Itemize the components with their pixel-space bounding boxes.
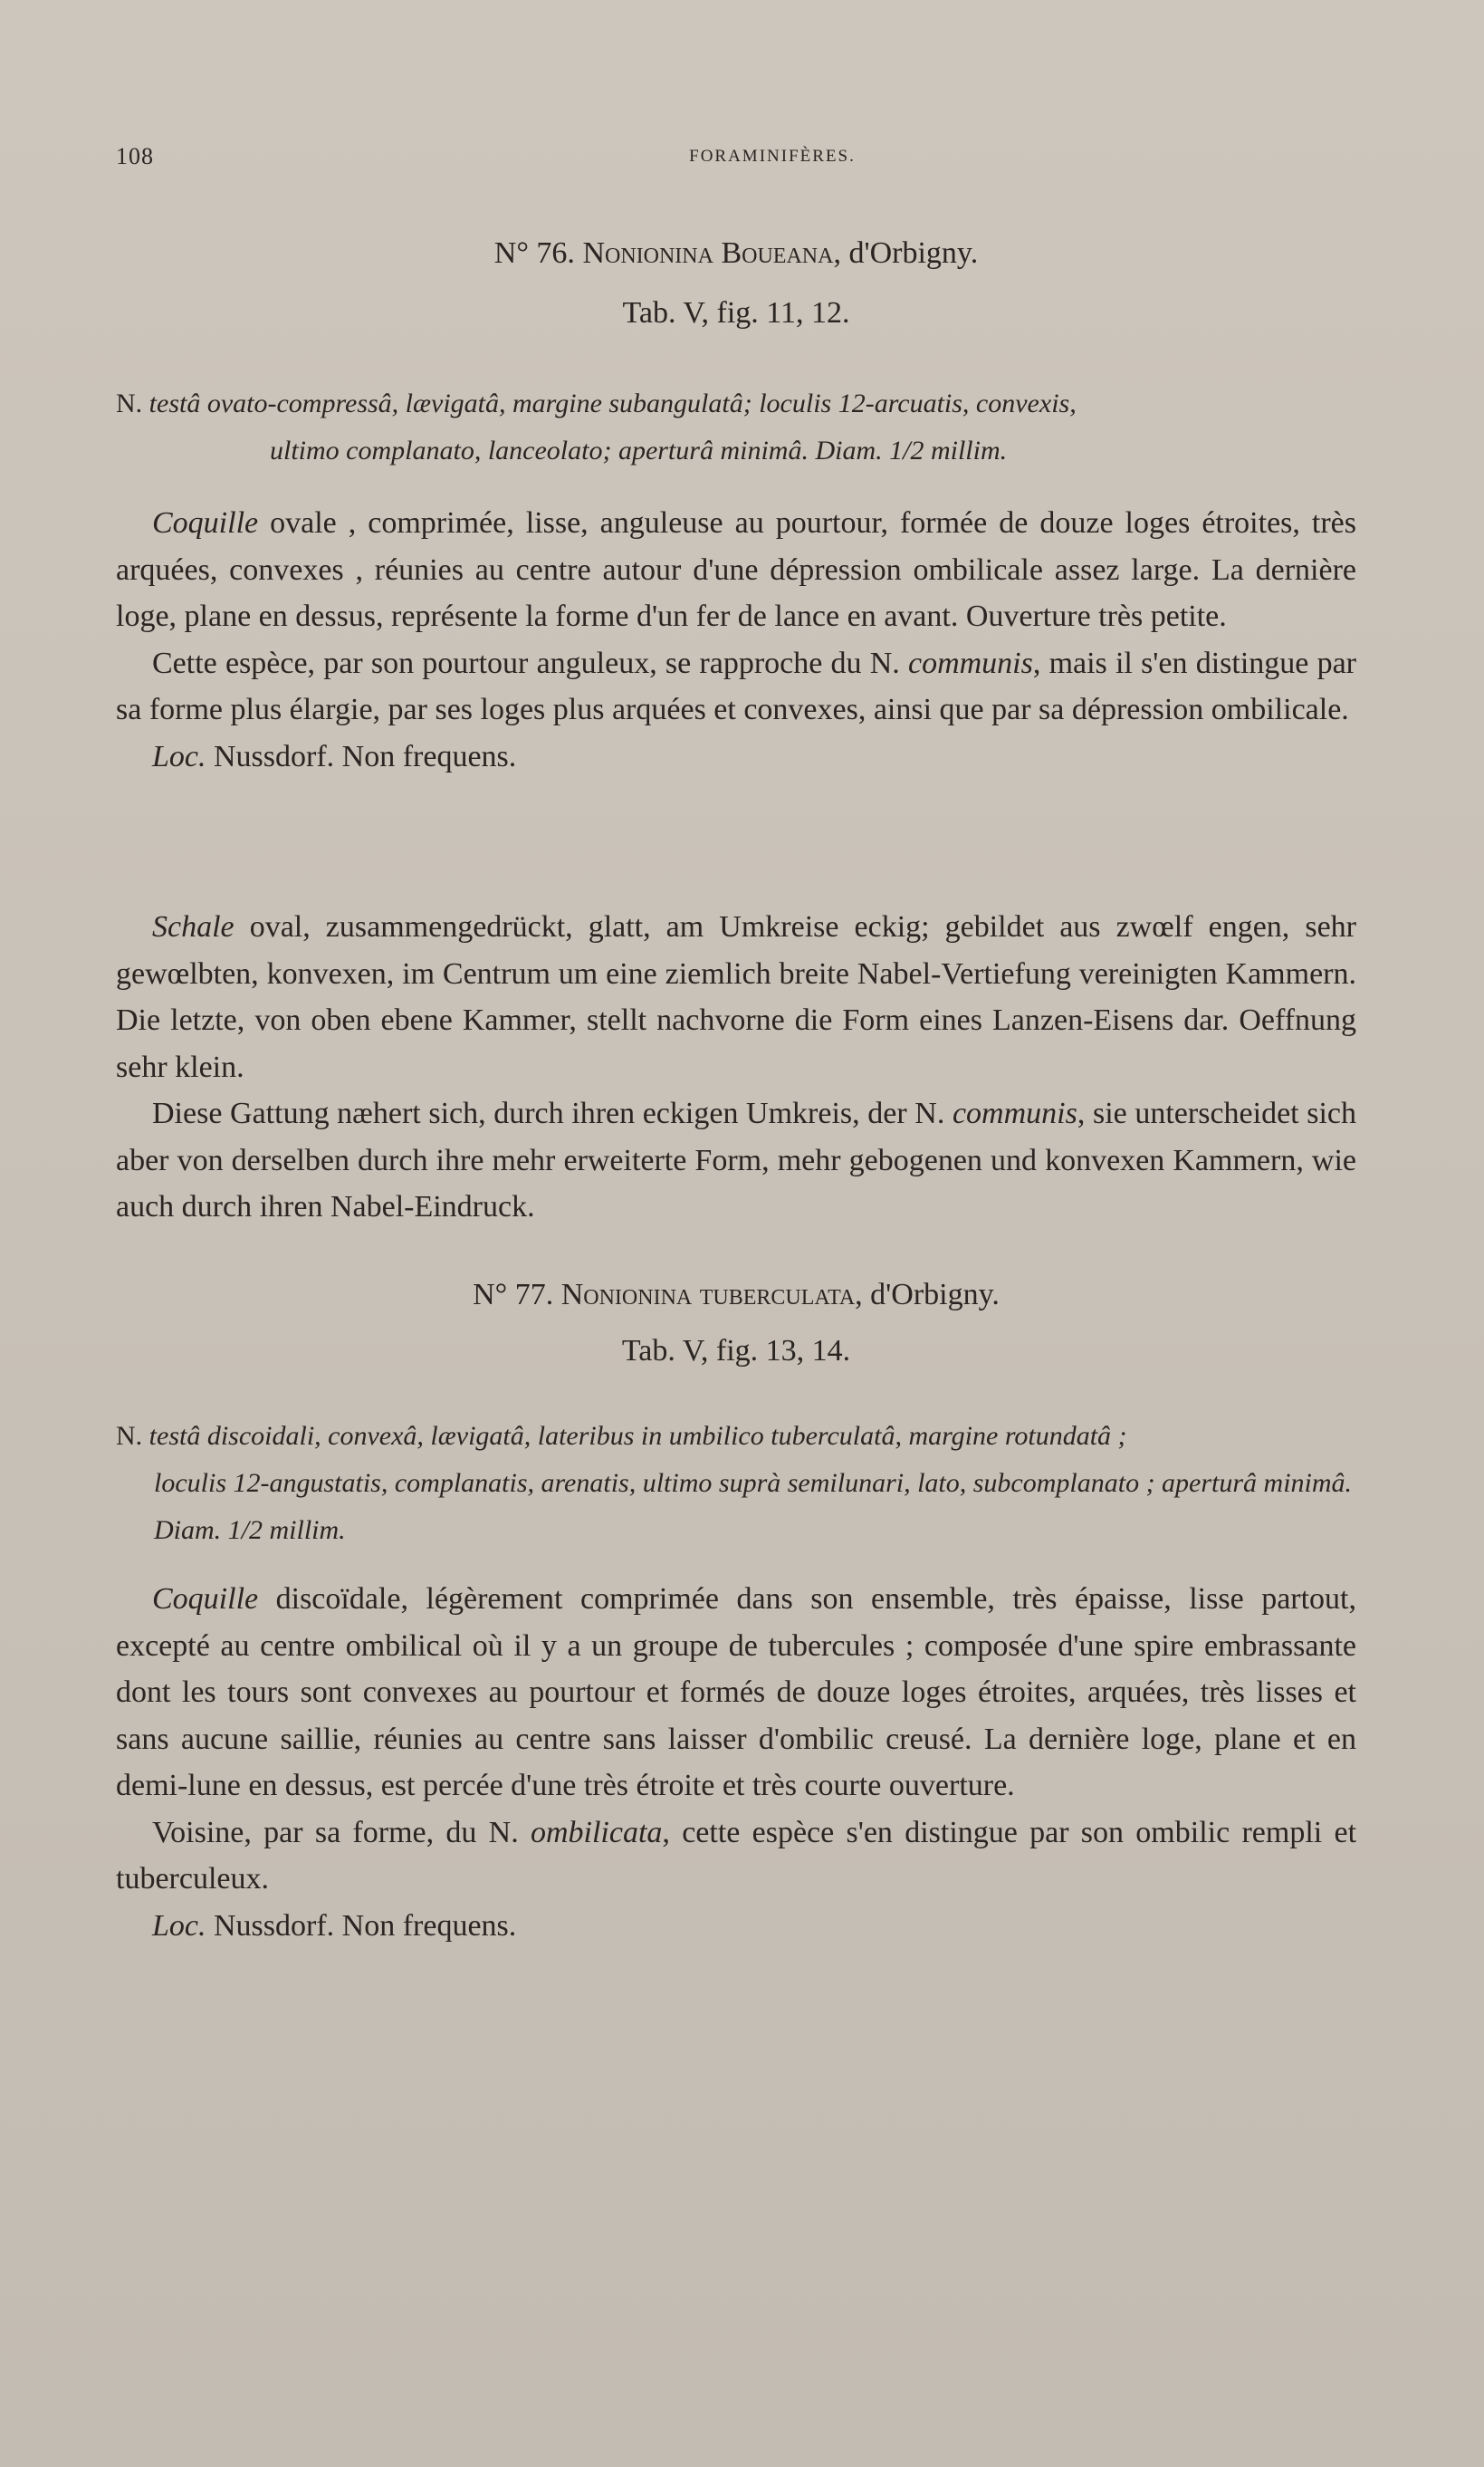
author-name: , d'Orbigny. <box>855 1278 1000 1311</box>
lead-word: Coquille <box>152 1582 259 1616</box>
paragraph-text: ovale , comprimée, lisse, anguleuse au pourtour, formée de douze loges étroites, très arquées, convexes , réunies au centre autour d'une dépression ombilicale assez large. La dernière loge, plane en dessus, représente la forme d'un fer de lance en avant. Ouverture très petite. <box>116 506 1356 633</box>
diagnosis-line: loculis 12-angustatis, complanatis, arenatis, ultimo suprà semilunari, lato, subcomplanato ; aperturâ minimâ. Diam. 1/2 millim. <box>154 1468 1353 1545</box>
locality-line <box>116 1903 1356 1950</box>
diagnosis-line: testâ discoidali, convexâ, lævigatâ, lateribus in umbilico tuberculatâ, margine rotundatâ ; <box>148 1421 1127 1451</box>
german-description-76 <box>116 904 1356 1231</box>
entry-heading-76 <box>116 228 1356 279</box>
plate-reference-77: Tab. V, fig. 13, 14. <box>621 1334 851 1368</box>
locality-line <box>116 734 1356 781</box>
diagnosis-lead: N. <box>116 389 143 418</box>
paragraph-text: Cette espèce, par son pourtour anguleux, se rapproche du N. <box>152 646 900 680</box>
diagnosis-line: testâ ovato-compressâ, lævigatâ, margine subangulatâ; loculis 12-arcuatis, convexis, <box>148 389 1077 418</box>
entry-number: N° 76. <box>493 236 575 270</box>
diagnosis-lead: N. <box>116 1421 143 1451</box>
paragraph-text: Voisine, par sa forme, du N. <box>152 1815 519 1849</box>
locality-text: Nussdorf. Non frequens. <box>214 1908 517 1943</box>
species-name: tuberculata <box>699 1278 856 1311</box>
page-number: 108 <box>116 143 154 169</box>
paragraph-text: oval, zusammengedrückt, glatt, am Umkreise eckig; gebildet aus zwœlf engen, sehr gewœlbten, konvexen, im Centrum um eine ziemlich breite Nabel-Vertiefung vereinigten Kammern. Die letzte, von oben ebene Kammer, stellt nachvorne die Form eines Lanzen-Eisens dar. Oeffnung sehr klein. <box>116 910 1356 1084</box>
paragraph <box>116 500 1356 640</box>
paragraph-text: Diese Gattung næhert sich, durch ihren eckigen Umkreis, der N. <box>152 1097 945 1130</box>
paragraph <box>116 1090 1356 1231</box>
paragraph <box>116 904 1356 1090</box>
french-description-76 <box>116 500 1356 780</box>
running-title: FORAMINIFÈRES. <box>689 147 856 166</box>
paragraph <box>116 1809 1356 1903</box>
entry-heading-77 <box>116 1270 1356 1320</box>
lead-word: Coquille <box>152 506 259 540</box>
french-description-77 <box>116 1576 1356 1949</box>
paragraph-text: , cette espèce s'en distingue par son ombilic rempli et tuberculeux. <box>116 1815 1357 1896</box>
species-ref: communis <box>952 1097 1077 1130</box>
latin-diagnosis-76 <box>116 380 1356 475</box>
locality-label: Loc. <box>152 1908 206 1943</box>
running-head <box>116 143 1356 170</box>
latin-diagnosis-77 <box>116 1413 1356 1554</box>
paragraph-text: discoïdale, légèrement comprimée dans son ensemble, très épaisse, lisse partout, excepté au centre ombilical où il y a un groupe de tubercules ; composée d'une spire embrassante dont les tours sont convexes au pourtour et formés de douze loges étroites, arquées, très lisses et sans aucune saillie, réunies au centre sans laisser d'ombilic creusé. La dernière loge, plane et en demi-lune en dessus, est percée d'une très étroite et très courte ouverture. <box>116 1582 1356 1802</box>
lead-word: Schale <box>152 910 235 944</box>
paragraph <box>116 1576 1356 1809</box>
author-name: , d'Orbigny. <box>833 236 979 270</box>
genus-name: Nonionina <box>560 1278 693 1311</box>
genus-name: Nonionina <box>582 236 713 270</box>
diagnosis-line: ultimo complanato, lanceolato; aperturâ minimâ. Diam. 1/2 millim. <box>270 436 1008 466</box>
locality-label: Loc. <box>152 739 206 773</box>
paragraph-text: , mais il s'en distingue par sa forme plus élargie, par ses loges plus arquées et convexes, ainsi que par sa dépression ombilicale. <box>116 646 1356 726</box>
paragraph <box>116 640 1356 734</box>
species-name: Boueana <box>721 236 834 270</box>
locality-text: Nussdorf. Non frequens. <box>214 739 517 773</box>
species-ref: ombilicata <box>530 1815 663 1849</box>
plate-reference-76: Tab. V, fig. 11, 12. <box>622 296 850 330</box>
paragraph-text: , sie unterscheidet sich aber von derselben durch ihre mehr erweiterte Form, mehr gebogenen und konvexen Kammern, wie auch durch ihren Nabel-Eindruck. <box>116 1097 1356 1224</box>
entry-number: N° 77. <box>473 1278 554 1311</box>
species-ref: communis <box>907 646 1033 680</box>
